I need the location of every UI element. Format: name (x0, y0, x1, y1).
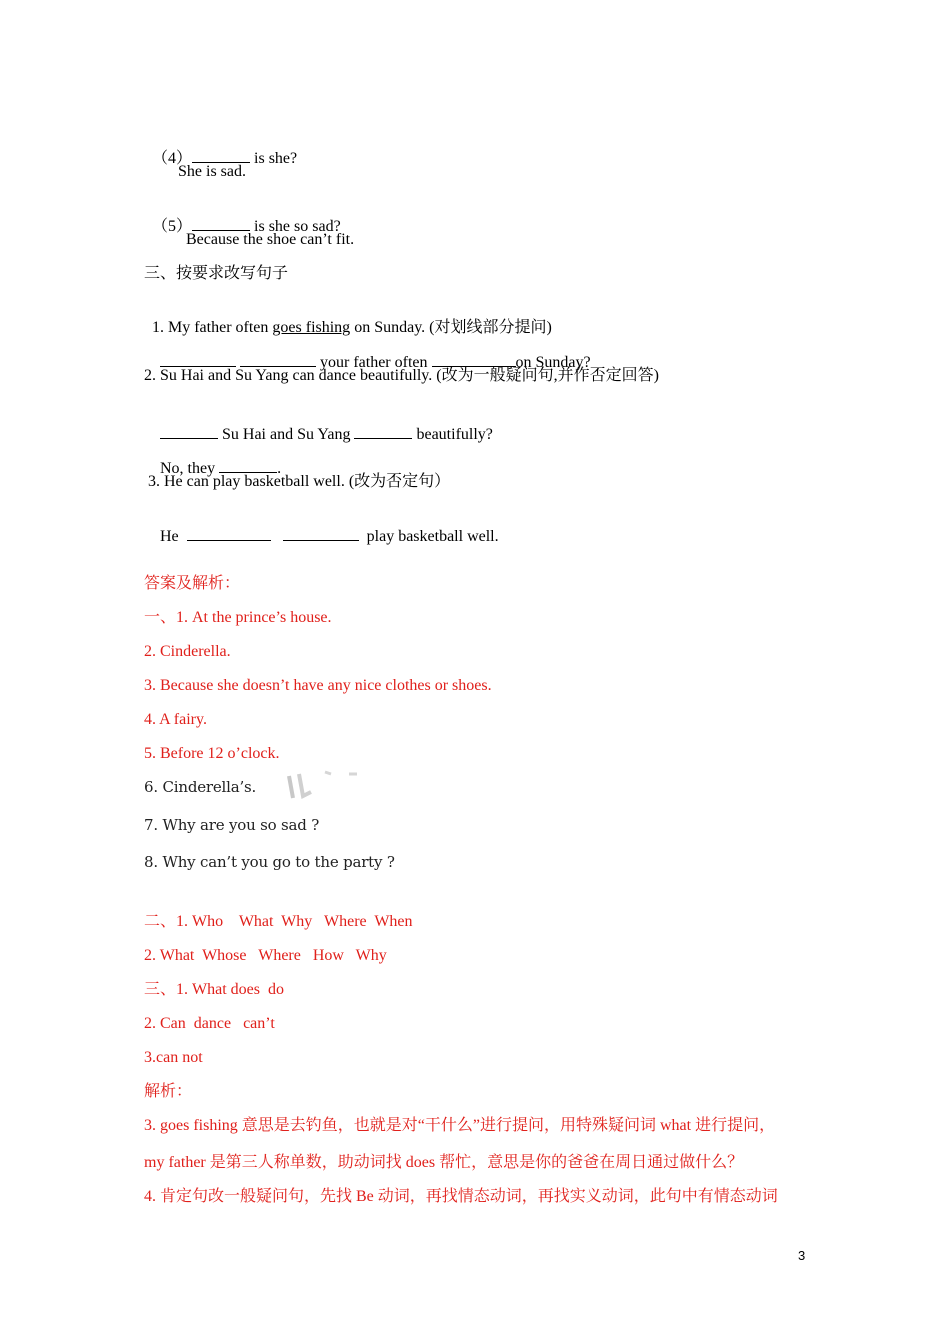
blank[interactable] (219, 458, 277, 473)
answer-line: 2. Can dance can’t (144, 1015, 275, 1032)
answer-4: She is sad. (178, 163, 246, 180)
item-3-fill-pre: He (160, 528, 183, 545)
question-4-number: （4） (152, 150, 193, 167)
watermark-mark (285, 770, 365, 804)
item-3-fill-end: play basketball well. (362, 528, 499, 545)
section-3-item-2: 2. Su Hai and Su Yang can dance beautifully. (改为一般疑问句,并作否定回答) (144, 367, 659, 384)
blank[interactable] (354, 424, 412, 439)
analysis-line: my father 是第三人称单数，助动词找 does 帮忙，意思是你的爸爸在周日通过做什么？ (144, 1154, 744, 1171)
analysis-line: 4. 肯定句改一般疑问句，先找 Be 动词，再找情态动词，再找实义动词，此句中有情态动词 (144, 1188, 778, 1205)
scanned-answer-line: 7. Why are you so sad ? (144, 816, 320, 834)
answer-line: 一、1. At the prince’s house. (144, 609, 332, 626)
question-5-number: （5） (152, 218, 193, 235)
question-5-text: is she so sad? (250, 218, 341, 235)
item-1-fill-mid: your father often (316, 354, 432, 371)
analysis-line: 3. goes fishing 意思是去钓鱼，也就是对“干什么”进行提问，用特殊疑问词 what 进行提问， (144, 1117, 776, 1134)
section-3-item-3: 3. He can play basketball well. (改为否定句） (148, 473, 451, 490)
item-1-post: on Sunday. (对划线部分提问) (350, 319, 552, 336)
answer-5: Because the shoe can’t fit. (186, 231, 355, 248)
answers-heading: 答案及解析： (144, 575, 241, 592)
answer-line: 3. Because she doesn’t have any nice clothes or shoes. (144, 677, 492, 694)
answer-line: 5. Before 12 o’clock. (144, 745, 280, 762)
scanned-answer-line: 6. Cinderella’s. (144, 778, 257, 796)
answer-line: 二、1. Who What Why Where When (144, 913, 413, 930)
answer-line: 三、1. What does do (144, 981, 284, 998)
blank[interactable] (187, 526, 271, 541)
item-2-no-pre: No, they (160, 460, 220, 477)
section-3-item-3-fill (152, 506, 499, 547)
item-1-pre: 1. My father often (152, 319, 273, 336)
section-3-heading: 三、按要求改写句子 (144, 265, 289, 282)
blank[interactable] (240, 352, 316, 367)
blank[interactable] (283, 526, 359, 541)
answer-line: 2. Cinderella. (144, 643, 231, 660)
item-2-fill-end: beautifully? (412, 426, 493, 443)
scanned-answer-line: 8. Why can’t you go to the party ? (144, 853, 395, 871)
blank[interactable] (160, 352, 236, 367)
blank[interactable] (160, 424, 218, 439)
blank[interactable] (432, 352, 516, 367)
answer-line: 4. A fairy. (144, 711, 207, 728)
blank[interactable] (192, 148, 250, 163)
item-1-fill-end: on Sunday? (515, 354, 591, 371)
item-2-no-end: . (277, 460, 282, 477)
answer-line: 2. What Whose Where How Why (144, 947, 387, 964)
question-4-text: is she? (250, 150, 298, 167)
page-number: 3 (798, 1248, 806, 1263)
item-2-fill-mid: Su Hai and Su Yang (218, 426, 355, 443)
item-1-underlined: goes fishing (272, 319, 351, 336)
answer-line: 3.can not (144, 1049, 203, 1066)
analysis-heading: 解析： (144, 1083, 193, 1100)
blank[interactable] (192, 216, 250, 231)
